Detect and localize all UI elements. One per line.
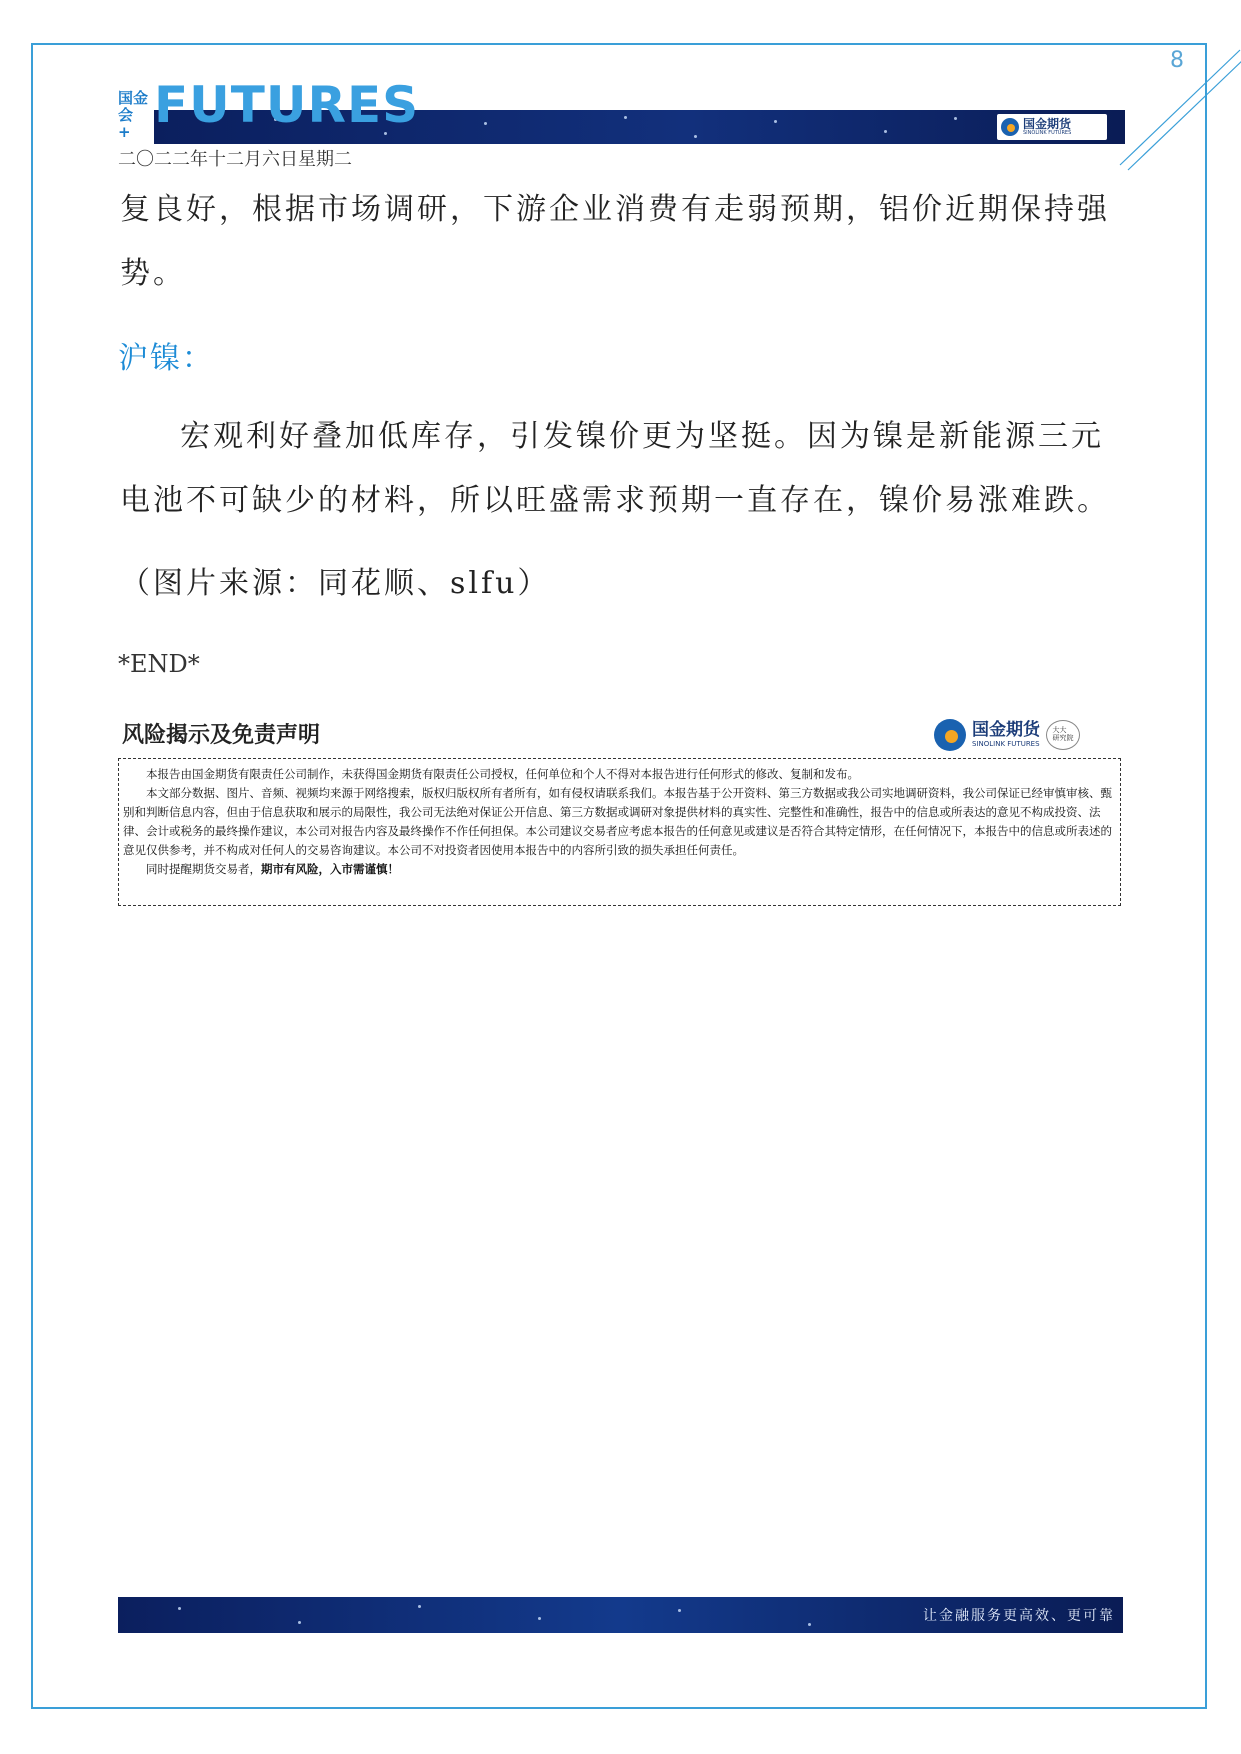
paragraph-nickel: 宏观利好叠加低库存，引发镍价更为坚挺。因为镍是新能源三元电池不可缺少的材料，所以旺盛需求预期一直存在，镍价易涨难跌。 [120,419,1110,518]
disclaimer-logo-en: SINOLINK FUTURES [972,740,1040,748]
report-date: 二〇二二年十二月六日星期二 [118,149,352,170]
disclaimer-box [118,758,1121,906]
sinolink-logo-icon [1001,118,1019,136]
disclaimer-paragraph-2: 本文部分数据、图片、音频、视频均来源于网络搜索，版权归版权所有者所有，如有侵权请联系我们。本报告基于公开资料、第三方数据或我公司实地调研资料，我公司保证已经审慎审核、甄别和判断信息内容，但由于信息获取和展示的局限性，我公司无法绝对保证公开信息、第三方数据或调研对象提供材料的真实性、完整性和准确性，报告中的信息或所表达的意见不构成投资、法律、会计或税务的最终操作建议，本公司对报告内容及最终操作不作任何担保。本公司建议交易者应考虑本报告的任何意见或建议是否符合其特定情形，在任何情况下，本报告中的信息或所表述的意见仅供参考，并不构成对任何人的交易咨询建议。本公司不对投资者因使用本报告中的内容所引致的损失承担任何责任。 [123,786,1112,857]
paragraph-aluminum-continued: 复良好，根据市场调研，下游企业消费有走弱预期，铝价近期保持强势。 [120,192,1110,291]
disclaimer-reminder: 同时提醒期货交易者， [146,862,261,876]
disclaimer-logo-cn: 国金期货 [972,720,1040,740]
disclaimer-paragraph-3 [123,860,1116,879]
footer-banner [118,1597,1123,1633]
header-logo-cn: 国金期货 [1023,117,1072,131]
disclaimer-paragraph-1: 本报告由国金期货有限责任公司制作，未获得国金期货有限责任公司授权，任何单位和个人不得对本报告进行任何形式的修改、复制和发布。 [146,767,859,781]
header-logo [997,114,1107,140]
page-number: 8 [1170,48,1184,73]
sinolink-logo-icon [934,719,966,751]
header-logo-en: SINOLINK FUTURES [1023,130,1072,136]
disclaimer-title: 风险揭示及免责声明 [122,723,321,748]
disclaimer-logo [934,715,1080,755]
image-source-note: （图片来源：同花顺、slfu） [120,566,551,601]
risk-warning: 期市有风险，入市需谨慎！ [261,862,399,876]
footer-slogan: 让金融服务更高效、更可靠 [923,1608,1115,1624]
brand-cn: 国金 会 + [118,89,149,141]
research-badge: 大大 研究院 [1046,720,1080,750]
brand-futures: FUTURES [154,76,420,134]
section-title-nickel: 沪镍： [118,341,214,376]
end-mark: *END* [118,650,200,678]
